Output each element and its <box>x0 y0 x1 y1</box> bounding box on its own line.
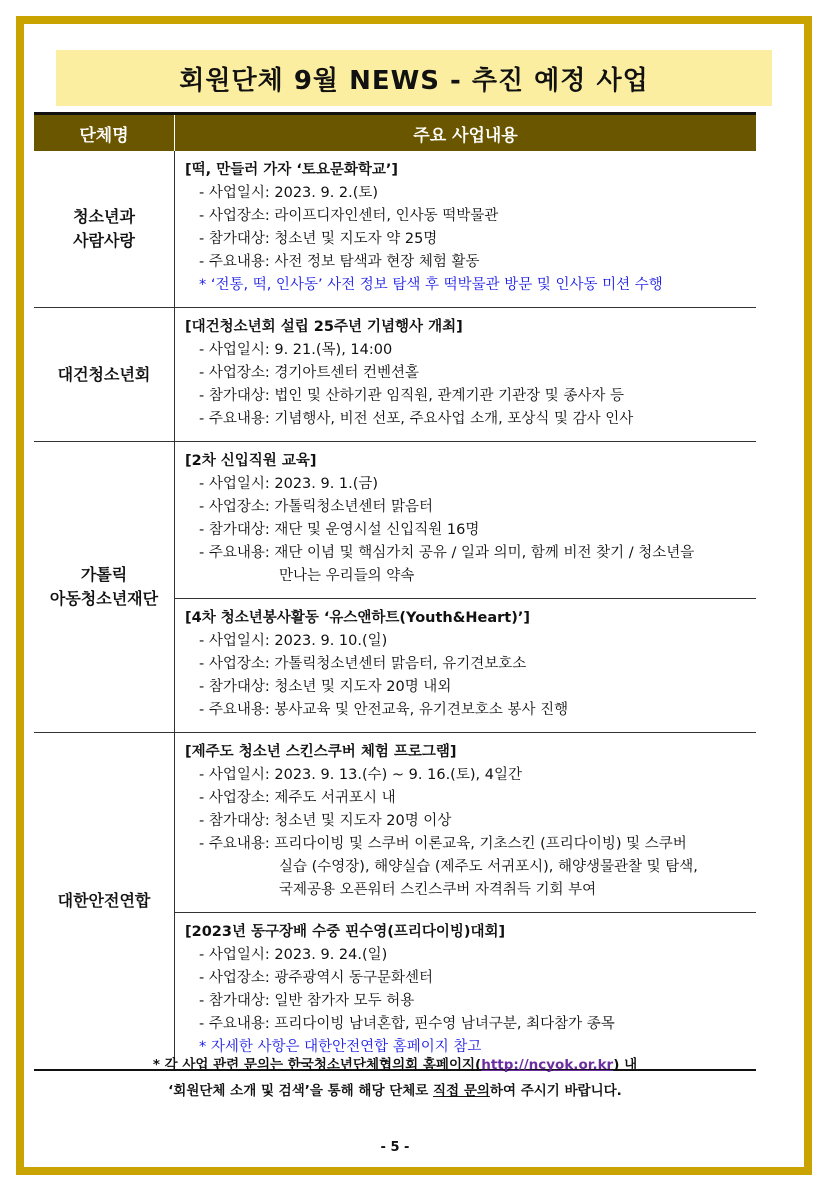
project-line: - 사업일시: 2023. 9. 24.(일) <box>199 947 388 963</box>
org-name-line: 대한안전연합 <box>57 891 151 910</box>
project-line: - 사업일시: 2023. 9. 1.(금) <box>199 476 379 492</box>
project-line: - 사업장소: 광주광역시 동구문화센터 <box>199 970 434 986</box>
org-name-line: 가톨릭 <box>80 565 128 584</box>
project-line: - 사업장소: 가톨릭청소년센터 맑음터, 유기견보호소 <box>199 656 527 672</box>
project-line-continued: 만나는 우리들의 약속 <box>279 568 415 584</box>
project-line-continued: 실습 (수영장), 해양실습 (제주도 서귀포시), 해양생물관찰 및 탐색, <box>279 859 698 875</box>
project-block <box>175 598 756 732</box>
project-line: - 참가대상: 청소년 및 지도자 약 25명 <box>199 231 438 247</box>
footer-text: ) 내 <box>613 1057 638 1073</box>
project-title: [4차 청소년봉사활동 ‘유스앤하트(Youth&Heart)’] <box>185 610 530 626</box>
project-note: * ‘전통, 떡, 인사동’ 사전 정보 탐색 후 떡박물관 방문 및 인사동 미션 수행 <box>199 277 663 293</box>
footer-emphasis: 직접 문의 <box>433 1083 490 1099</box>
table-row <box>34 733 756 1071</box>
project-title: [2차 신입직원 교육] <box>185 453 317 469</box>
org-name <box>34 442 175 733</box>
project-line: - 참가대상: 일반 참가자 모두 허용 <box>199 993 415 1009</box>
footer-notice <box>34 1052 756 1104</box>
project-title: [2023년 동구장배 수중 핀수영(프리다이빙)대회] <box>185 924 506 940</box>
project-line: - 사업장소: 가톨릭청소년센터 맑음터 <box>199 499 434 515</box>
project-line: - 주요내용: 재단 이념 및 핵심가치 공유 / 일과 의미, 함께 비전 찾기 / 청소년을 <box>199 545 695 561</box>
project-line: - 사업일시: 2023. 9. 10.(일) <box>199 633 388 649</box>
homepage-link[interactable]: http://ncyok.or.kr <box>481 1057 614 1073</box>
footer-line-1 <box>34 1052 756 1078</box>
footer-text: 하여 주시기 바랍니다. <box>489 1083 622 1099</box>
org-name-line: 대건청소년회 <box>57 364 151 384</box>
project-line: - 참가대상: 청소년 및 지도자 20명 내외 <box>199 679 452 695</box>
project-block <box>175 733 756 912</box>
project-cell <box>175 442 757 733</box>
project-cell <box>175 733 757 1071</box>
footer-text: ‘회원단체 소개 및 검색’을 통해 해당 단체로 <box>168 1083 434 1099</box>
project-line: - 사업장소: 경기아트센터 컨벤션홀 <box>199 365 420 381</box>
project-line: - 사업일시: 9. 21.(목), 14:00 <box>199 342 393 358</box>
project-line: - 참가대상: 법인 및 산하기관 임직원, 관계기관 기관장 및 종사자 등 <box>199 388 624 404</box>
project-line-continued: 국제공용 오픈워터 스킨스쿠버 자격취득 기회 부여 <box>279 882 597 898</box>
page-number: - 5 - <box>380 1140 410 1155</box>
org-name-line: 사람사랑 <box>73 231 135 250</box>
table-row <box>34 308 756 442</box>
project-line: - 주요내용: 기념행사, 비전 선포, 주요사업 소개, 포상식 및 감사 인사 <box>199 411 634 427</box>
project-line: - 사업장소: 라이프디자인센터, 인사동 떡박물관 <box>199 208 499 224</box>
project-line: - 주요내용: 봉사교육 및 안전교육, 유기견보호소 봉사 진행 <box>199 702 569 718</box>
project-title: [떡, 만들러 가자 ‘토요문화학교’] <box>185 162 399 178</box>
events-table <box>34 112 756 1071</box>
footer-line-2 <box>34 1078 756 1104</box>
table-row <box>34 151 756 308</box>
header-org: 단체명 <box>34 114 175 152</box>
title-banner <box>56 50 772 106</box>
org-name-line: 청소년과 <box>73 207 135 226</box>
project-line: - 사업일시: 2023. 9. 13.(수) ~ 9. 16.(토), 4일간 <box>199 767 522 783</box>
org-name <box>34 733 175 1071</box>
project-title: [대건청소년회 설립 25주년 기념행사 개최] <box>185 319 463 335</box>
table-row <box>34 442 756 733</box>
org-name <box>34 151 175 308</box>
project-line: - 주요내용: 사전 정보 탐색과 현장 체험 활동 <box>199 254 480 270</box>
project-line: - 참가대상: 재단 및 운영시설 신입직원 16명 <box>199 522 480 538</box>
project-cell <box>175 151 757 308</box>
project-line: - 참가대상: 청소년 및 지도자 20명 이상 <box>199 813 452 829</box>
project-block <box>175 912 756 1069</box>
project-cell <box>175 308 757 442</box>
project-line: - 사업일시: 2023. 9. 2.(토) <box>199 185 379 201</box>
page-title: 회원단체 9월 NEWS - 추진 예정 사업 <box>179 65 649 96</box>
project-title: [제주도 청소년 스킨스쿠버 체험 프로그램] <box>185 744 457 760</box>
project-block <box>175 308 756 441</box>
table-header-row <box>34 114 756 152</box>
header-content: 주요 사업내용 <box>175 114 757 152</box>
project-block <box>175 151 756 307</box>
project-line: - 주요내용: 프리다이빙 및 스쿠버 이론교육, 기초스킨 (프리다이빙) 및 스쿠버 <box>199 836 687 852</box>
org-name-line: 아동청소년재단 <box>49 589 159 608</box>
footer-text: * 각 사업 관련 문의는 한국청소년단체협의회 홈페이지( <box>152 1057 482 1073</box>
project-block <box>175 442 756 598</box>
project-line: - 사업장소: 제주도 서귀포시 내 <box>199 790 396 806</box>
project-line: - 주요내용: 프리다이빙 남녀혼합, 핀수영 남녀구분, 최다참가 종목 <box>199 1016 615 1032</box>
org-name <box>34 308 175 442</box>
project-note: * 자세한 사항은 대한안전연합 홈페이지 참고 <box>199 1039 482 1055</box>
